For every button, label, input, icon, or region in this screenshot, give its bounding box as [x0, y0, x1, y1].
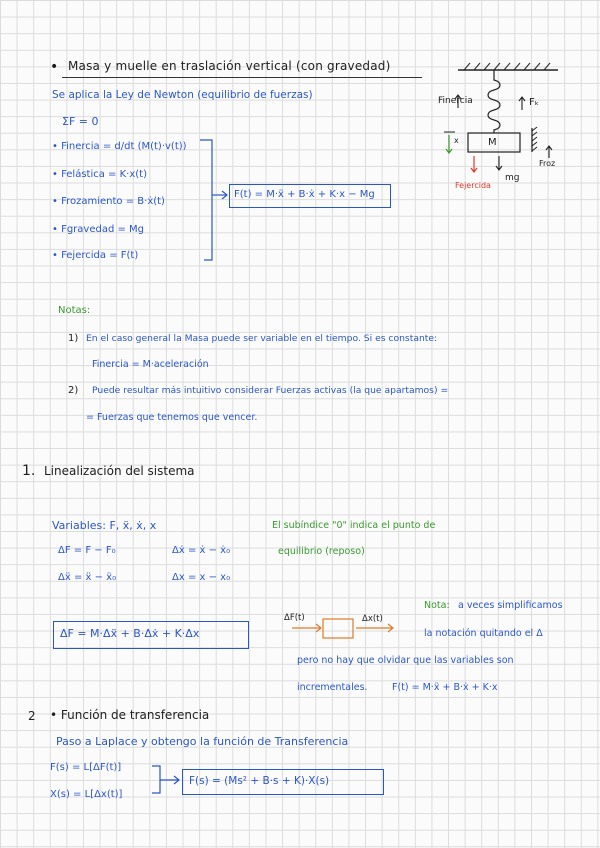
linearized-equation: ΔF = M·Δẍ + B·Δẋ + K·Δx — [60, 627, 200, 640]
label-mass: M — [488, 137, 497, 148]
note-2-text: Puede resultar más intuitivo considerar Fuerzas activas (la que apartamos) = — [92, 385, 449, 396]
sum-forces-equation: ΣF = 0 — [62, 115, 99, 128]
block-input-label: ΔF(t) — [284, 613, 305, 623]
force-elastica: • Felástica = K·x(t) — [52, 169, 147, 180]
notes-heading: Notas: — [58, 305, 91, 316]
delta-x-definition: Δx = x − x₀ — [172, 572, 231, 583]
transfer-function-equation: F(s) = (Ms² + B·s + K)·X(s) — [189, 775, 330, 787]
laplace-line: Paso a Laplace y obtengo la función de Transferencia — [56, 735, 349, 748]
label-f-roz: Froz — [539, 159, 556, 168]
note-2-number: 2) — [68, 385, 79, 396]
newton-law-line: Se aplica la Ley de Newton (equilibrio de fuerzas) — [52, 89, 313, 101]
label-f-ejercida: Fejercida — [455, 181, 491, 190]
force-gravedad: • Fgravedad = Mg — [52, 224, 145, 235]
nota-line-1: a veces simplificamos — [458, 600, 563, 611]
note-1-text: En el caso general la Masa puede ser variable en el tiempo. Si es constante: — [86, 333, 438, 344]
delta-xdot-definition: Δẋ = ẋ − ẋ₀ — [172, 545, 231, 556]
nota-equation: F(t) = M·ẍ + B·ẋ + K·x — [392, 682, 498, 693]
delta-xddot-definition: Δẍ = ẍ − ẍ₀ — [58, 572, 117, 583]
block-output-label: Δx(t) — [362, 614, 383, 624]
subindex-note-line-2: equilibrio (reposo) — [278, 546, 365, 557]
result-equation: F(t) = M·ẍ + B·ẋ + K·x − Mg — [234, 189, 375, 200]
nota-line-2: la notación quitando el Δ — [424, 628, 543, 639]
title-bullet: • — [50, 59, 59, 75]
label-x: x — [454, 136, 459, 145]
nota-line-3: pero no hay que olvidar que las variables son — [297, 655, 514, 666]
variables-line: Variables: F, ẍ, ẋ, x — [52, 519, 157, 532]
force-inercia: • Finercia = d/dt (M(t)·v(t)) — [52, 141, 187, 152]
laplace-position: X(s) = L[Δx(t)] — [50, 789, 123, 800]
label-mg: mg — [505, 173, 520, 183]
section-1-title: Linealización del sistema — [44, 464, 195, 478]
subindex-note-line-1: El subíndice "0" indica el punto de — [272, 520, 436, 531]
delta-f-definition: ΔF = F − F₀ — [58, 545, 116, 556]
section-2-number: 2 — [28, 709, 36, 723]
label-f-inercia: Finercia — [438, 96, 473, 106]
note-2-continuation: = Fuerzas que tenemos que vencer. — [86, 412, 258, 423]
label-f-k: Fₖ — [529, 97, 540, 108]
nota-line-4: incrementales. — [297, 682, 368, 693]
note-1-equation: Finercia = M·aceleración — [92, 359, 209, 370]
nota-label: Nota: — [424, 600, 450, 611]
force-ejercida: • Fejercida = F(t) — [52, 250, 139, 261]
section-2-title: • Función de transferencia — [50, 708, 210, 722]
section-1-number: 1. — [22, 463, 36, 479]
laplace-force: F(s) = L[ΔF(t)] — [50, 762, 122, 773]
page-title: Masa y muelle en traslación vertical (con gravedad) — [68, 59, 391, 73]
force-rozamiento: • Frozamiento = B·ẋ(t) — [52, 196, 165, 207]
note-1-number: 1) — [68, 333, 79, 344]
